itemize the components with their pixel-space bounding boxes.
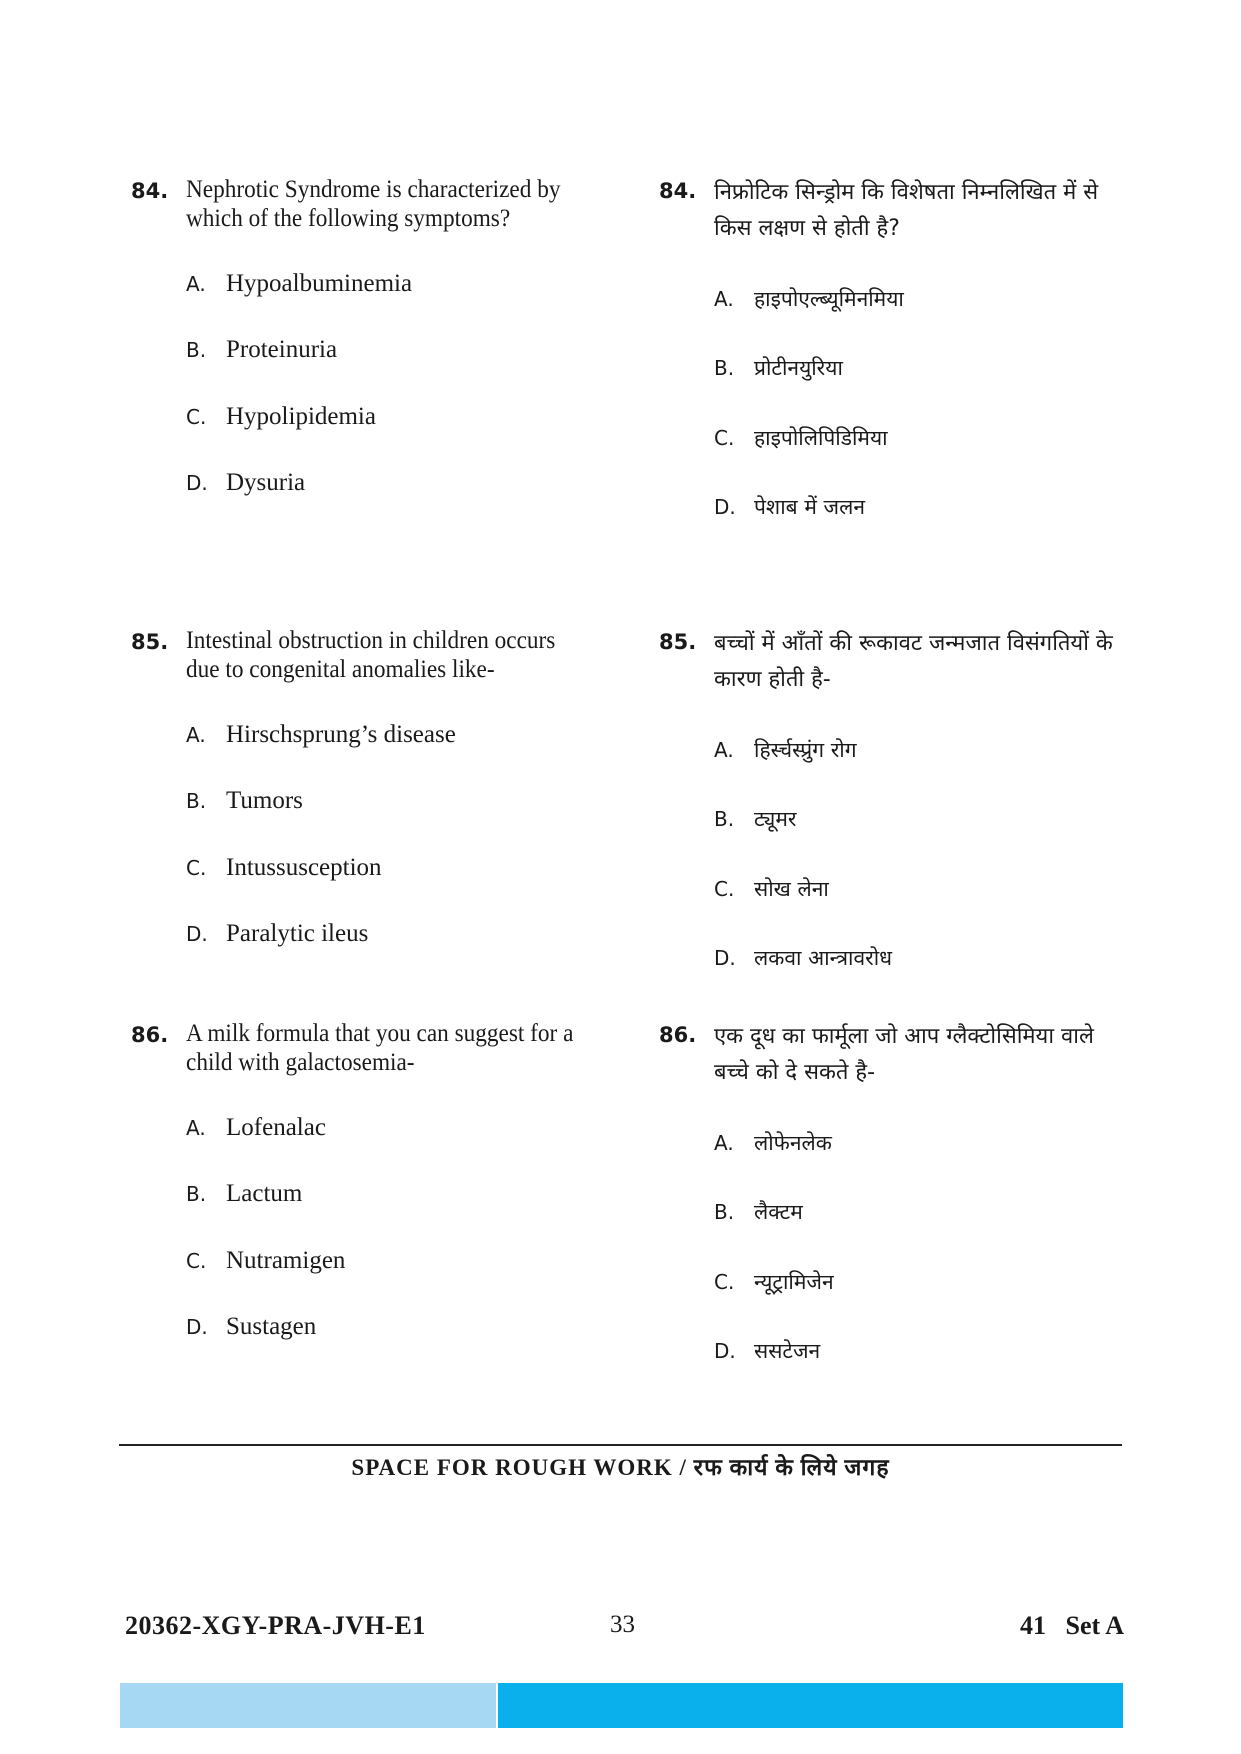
- option-label: C.: [714, 426, 735, 450]
- option-label: B.: [714, 807, 735, 831]
- option-text: Hirschsprung’s disease: [226, 721, 456, 748]
- option-text: ट्यूमर: [754, 807, 797, 831]
- option-text: लैक्टम: [754, 1200, 803, 1224]
- option-text: लोफेनलेक: [754, 1131, 832, 1155]
- page-number: 33: [610, 1611, 635, 1638]
- question-number: 84.: [659, 179, 697, 203]
- option-text: Dysuria: [226, 469, 306, 496]
- option-d: [714, 493, 865, 521]
- option-label: C.: [186, 856, 207, 880]
- option-a: [186, 270, 412, 298]
- option-label: A.: [714, 1131, 734, 1155]
- option-text: Lofenalac: [226, 1114, 326, 1141]
- option-text: हाइपोलिपिडिमिया: [754, 426, 888, 450]
- option-label: A.: [714, 738, 734, 762]
- option-label: B.: [186, 1182, 207, 1206]
- option-label: A.: [186, 272, 206, 296]
- footer-bar-dark: [498, 1683, 1123, 1728]
- option-label: A.: [186, 723, 206, 747]
- option-text: Hypoalbuminemia: [226, 270, 413, 297]
- option-d: [714, 1337, 820, 1365]
- option-b: [714, 805, 796, 833]
- option-text: Proteinuria: [226, 336, 338, 363]
- question-text: Intestinal obstruction in children occurs due to congenital anomalies like-: [186, 627, 556, 683]
- option-text: पेशाब में जलन: [754, 495, 866, 519]
- option-label: B.: [186, 338, 207, 362]
- footer-bar-light: [120, 1683, 496, 1728]
- option-label: D.: [714, 495, 736, 519]
- option-label: C.: [186, 405, 207, 429]
- option-a: [714, 1129, 832, 1157]
- rough-work-divider: [119, 1444, 1122, 1446]
- option-a: [186, 1114, 326, 1142]
- option-text: न्यूट्रामिजेन: [754, 1270, 834, 1294]
- option-text: ससटेजन: [754, 1339, 821, 1363]
- paper-code: 20362-XGY-PRA-JVH-E1: [125, 1611, 426, 1640]
- option-text: Sustagen: [226, 1313, 317, 1340]
- option-text: सोख लेना: [754, 877, 829, 901]
- option-d: [714, 944, 892, 972]
- option-c: [186, 403, 376, 431]
- question-text: एक दूध का फार्मूला जो आप ग्लैक्टोसिमिया वाले बच्चे को दे सकते है-: [714, 1024, 1094, 1085]
- option-label: D.: [714, 946, 736, 970]
- option-text: Lactum: [226, 1180, 303, 1207]
- option-b: [186, 336, 337, 364]
- option-a: [714, 736, 857, 764]
- option-text: लकवा आन्त्रावरोध: [754, 946, 893, 970]
- option-c: [186, 1247, 345, 1275]
- option-text: Hypolipidemia: [226, 403, 376, 430]
- option-text: प्रोटीनयुरिया: [754, 356, 843, 380]
- option-text: Nutramigen: [226, 1247, 346, 1274]
- option-c: [714, 1268, 834, 1296]
- option-label: B.: [186, 789, 207, 813]
- option-text: Intussusception: [226, 854, 382, 881]
- option-label: B.: [714, 1200, 735, 1224]
- option-label: B.: [714, 356, 735, 380]
- option-a: [714, 285, 904, 313]
- option-d: [186, 1313, 316, 1341]
- option-label: C.: [186, 1249, 207, 1273]
- option-c: [714, 875, 829, 903]
- option-label: D.: [714, 1339, 736, 1363]
- question-text: बच्चों में आँतों की रूकावट जन्मजात विसंगतियों के कारण होती है-: [714, 631, 1113, 692]
- option-label: C.: [714, 1270, 735, 1294]
- option-text: Paralytic ileus: [226, 920, 369, 947]
- question-number: 85.: [131, 630, 169, 654]
- question-number: 84.: [131, 179, 169, 203]
- option-label: A.: [714, 287, 734, 311]
- question-text: Nephrotic Syndrome is characterized by which of the following symptoms?: [186, 176, 561, 232]
- option-b: [186, 787, 303, 815]
- question-number: 86.: [659, 1023, 697, 1047]
- option-b: [714, 1198, 803, 1226]
- question-number: 86.: [131, 1023, 169, 1047]
- question-number: 85.: [659, 630, 697, 654]
- option-label: C.: [714, 877, 735, 901]
- option-text: हाइपोएल्ब्यूमिनमिया: [754, 287, 904, 311]
- option-b: [714, 354, 843, 382]
- rough-work-heading: SPACE FOR ROUGH WORK / रफ कार्य के लिये जगह: [351, 1455, 890, 1480]
- option-d: [186, 469, 305, 497]
- question-text: निफ्रोटिक सिन्ड्रोम कि विशेषता निम्नलिखित में से किस लक्षण से होती है?: [714, 180, 1099, 241]
- option-label: D.: [186, 1315, 208, 1339]
- option-text: Tumors: [226, 787, 303, 814]
- option-d: [186, 920, 368, 948]
- question-text: A milk formula that you can suggest for a child with galactosemia-: [186, 1020, 574, 1076]
- option-c: [714, 424, 888, 452]
- option-label: A.: [186, 1116, 206, 1140]
- option-text: हिर्स्चस्प्रुंग रोग: [754, 738, 857, 762]
- option-c: [186, 854, 382, 882]
- option-label: D.: [186, 471, 208, 495]
- option-b: [186, 1180, 302, 1208]
- option-a: [186, 721, 456, 749]
- option-label: D.: [186, 922, 208, 946]
- set-label: 41 Set A: [1020, 1611, 1124, 1640]
